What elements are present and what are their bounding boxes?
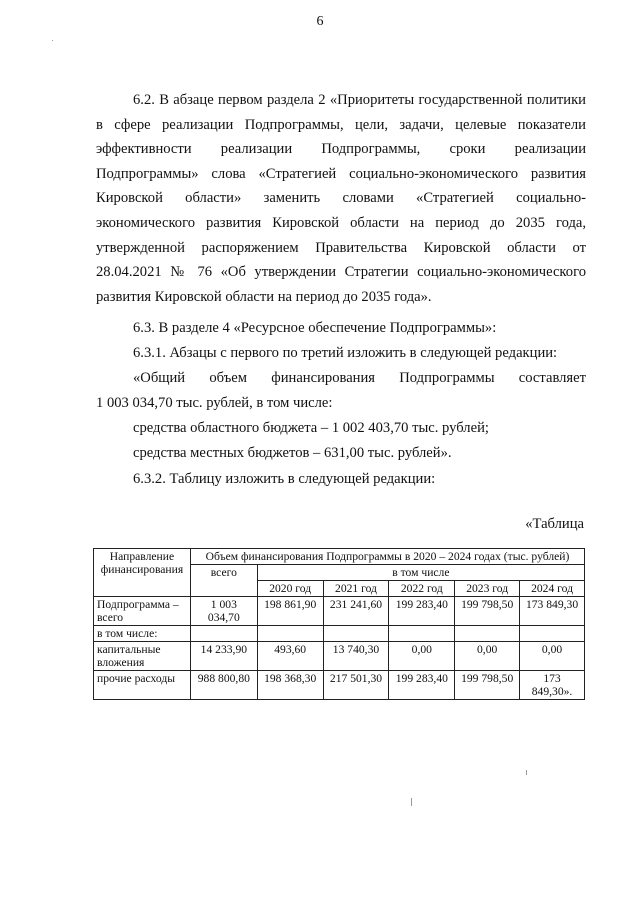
row-value: 199 798,50: [455, 671, 520, 700]
header-including: в том числе: [257, 565, 584, 581]
paragraph-6-3-1: 6.3.1. Абзацы с первого по третий изложить в следующей редакции:: [133, 345, 558, 361]
row-value: [455, 626, 520, 642]
row-value: 199 283,40: [389, 671, 455, 700]
scan-speck: [52, 40, 53, 41]
row-value: 217 501,30: [323, 671, 389, 700]
row-total: 1 003 034,70: [190, 597, 257, 626]
header-direction: Направление финансирования: [94, 549, 191, 597]
table-caption: «Таблица: [525, 516, 584, 532]
paragraph-6-2: [96, 88, 586, 309]
row-value: 198 368,30: [257, 671, 323, 700]
row-value: 231 241,60: [323, 597, 389, 626]
table-row: [94, 597, 585, 626]
paragraph-6-3: 6.3. В разделе 4 «Ресурсное обеспечение Подпрограммы»:: [133, 320, 497, 336]
paragraph-regional-budget: средства областного бюджета – 1 002 403,70 тыс. рублей;: [133, 420, 489, 436]
row-value: 173 849,30».: [520, 671, 585, 700]
row-value: 13 740,30: [323, 642, 389, 671]
header-volume: Объем финансирования Подпрограммы в 2020 – 2024 годах (тыс. рублей): [190, 549, 584, 565]
paragraph-total-line1: «Общий объем финансирования Подпрограммы составляет: [133, 370, 586, 386]
table-row: [94, 626, 585, 642]
row-value: [257, 626, 323, 642]
row-value: [323, 626, 389, 642]
header-total: всего: [190, 565, 257, 597]
table-header-row-1: [94, 549, 585, 565]
page-number: 6: [316, 14, 324, 29]
row-value: 199 283,40: [389, 597, 455, 626]
row-value: 199 798,50: [455, 597, 520, 626]
paragraph-6-3-2: 6.3.2. Таблицу изложить в следующей редакции:: [133, 471, 436, 487]
row-value: [389, 626, 455, 642]
row-value: 0,00: [389, 642, 455, 671]
financing-table: [93, 548, 585, 700]
header-year: 2021 год: [323, 581, 389, 597]
row-value: 493,60: [257, 642, 323, 671]
header-year: 2022 год: [389, 581, 455, 597]
row-label: прочие расходы: [94, 671, 191, 700]
header-year: 2024 год: [520, 581, 585, 597]
header-year: 2020 год: [257, 581, 323, 597]
row-value: 0,00: [520, 642, 585, 671]
paragraph-total-line2: 1 003 034,70 тыс. рублей, в том числе:: [96, 395, 333, 411]
row-label: Подпрограмма – всего: [94, 597, 191, 626]
row-value: 173 849,30: [520, 597, 585, 626]
scan-speck: [411, 798, 412, 806]
row-value: 0,00: [455, 642, 520, 671]
table-row: [94, 642, 585, 671]
row-label: в том числе:: [94, 626, 191, 642]
row-total: [190, 626, 257, 642]
row-value: [520, 626, 585, 642]
paragraph-6-2-text: 6.2. В абзаце первом раздела 2 «Приоритеты государственной политики в сфере реализации Подпрограммы, цели, задачи, целевые показатели эффективности реализации Подпрограммы, сроки реализации Подпрограммы» слова «Стратегией социально-экономического развития Кировской области» заменить словами «Стратегией социально-экономического развития Кировской области на период до 2035 года, утвержденной распоряжением Правительства Кировской области от 28.04.2021 № 76 «Об утверждении Стратегии социально-экономического развития Кировской области на период до 2035 года».: [96, 92, 586, 305]
table-row: [94, 671, 585, 700]
row-total: 14 233,90: [190, 642, 257, 671]
row-total: 988 800,80: [190, 671, 257, 700]
paragraph-local-budget: средства местных бюджетов – 631,00 тыс. рублей».: [133, 445, 452, 461]
row-label: капитальные вложения: [94, 642, 191, 671]
scan-speck: [526, 770, 527, 775]
row-value: 198 861,90: [257, 597, 323, 626]
header-year: 2023 год: [455, 581, 520, 597]
